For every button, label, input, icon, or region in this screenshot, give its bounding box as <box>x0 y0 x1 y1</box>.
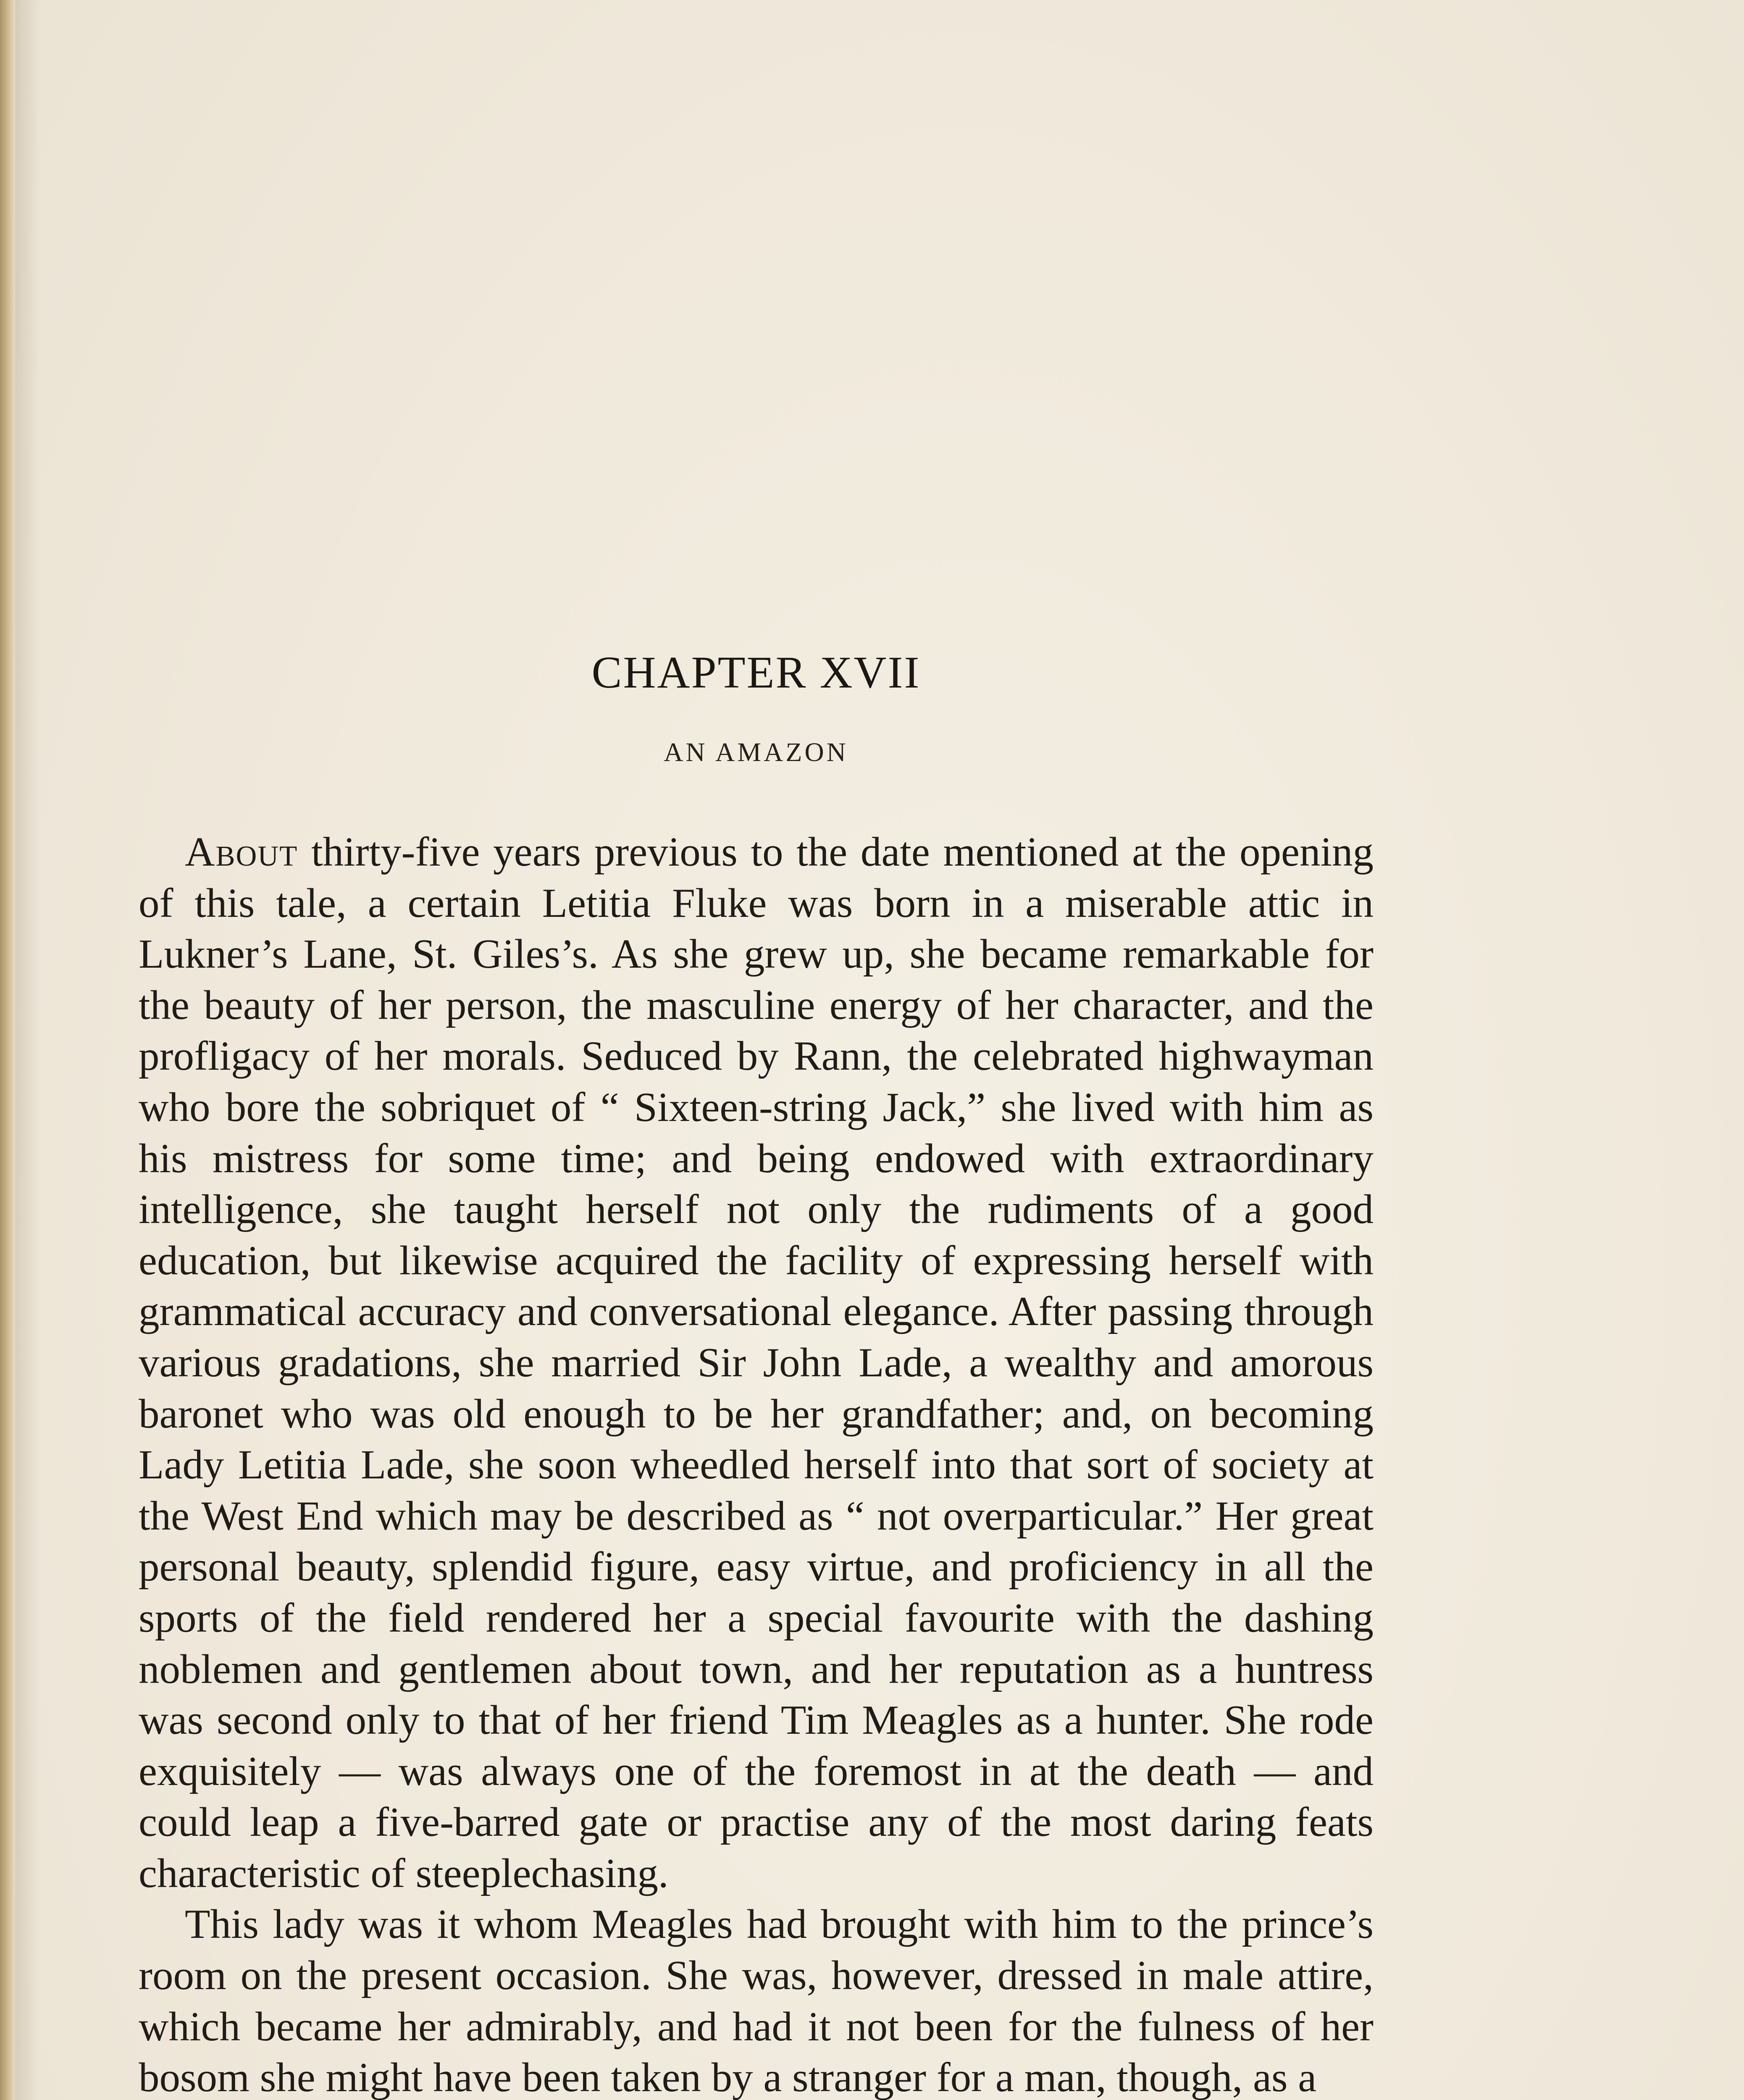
paragraph-1-text: thirty-five years previous to the date mentioned at the opening of this tale, a certain Letitia Fluke was born in a miserable attic in Lukner’s Lane, St. Giles’s. As she grew up, she became remarkable for the beauty of her person, the masculine energy of her character, and the profligacy of her morals. Seduced by Rann, the celebrated highwayman who bore the sobriquet of “ Sixteen-string Jack,” she lived with him as his mistress for some time; and being endowed with extraordinary intelligence, she taught herself not only the rudiments of a good education, but likewise acquired the facility of expressing herself with grammatical accuracy and conversational elegance. After passing through various gradations, she married Sir John Lade, a wealthy and amorous baronet who was old enough to be her grandfather; and, on becoming Lady Letitia Lade, she soon wheedled herself into that sort of society at the West End which may be described as “ not overparticular.” Her great personal beauty, splendid figure, easy virtue, and proficiency in all the sports of the field rendered her a special favourite with the dashing noblemen and gentlemen about town, and her reputation as a huntress was second only to that of her friend Tim Meagles as a hunter. She rode exquisitely — was always one of the foremost in at the death — and could leap a five-barred gate or practise any of the most daring feats characteristic of steeplechasing. <box>139 829 1374 1896</box>
spine-shadow <box>15 0 40 2100</box>
body-paragraph-1 <box>139 827 1374 1899</box>
body-paragraph-2: This lady was it whom Meagles had brought with him to the prince’s room on the present occasion. She was, however, dressed in male attire, which became her admirably, and had it not been for the fulness of her bosom she might have been taken by a stranger for a man, though, as a <box>139 1901 1374 2100</box>
chapter-title: CHAPTER XVII <box>591 648 921 698</box>
paragraph-lead-word: About <box>185 829 298 875</box>
page-text-block <box>139 647 1374 2100</box>
chapter-subtitle: AN AMAZON <box>664 737 848 767</box>
book-spine-edge <box>0 0 15 2100</box>
